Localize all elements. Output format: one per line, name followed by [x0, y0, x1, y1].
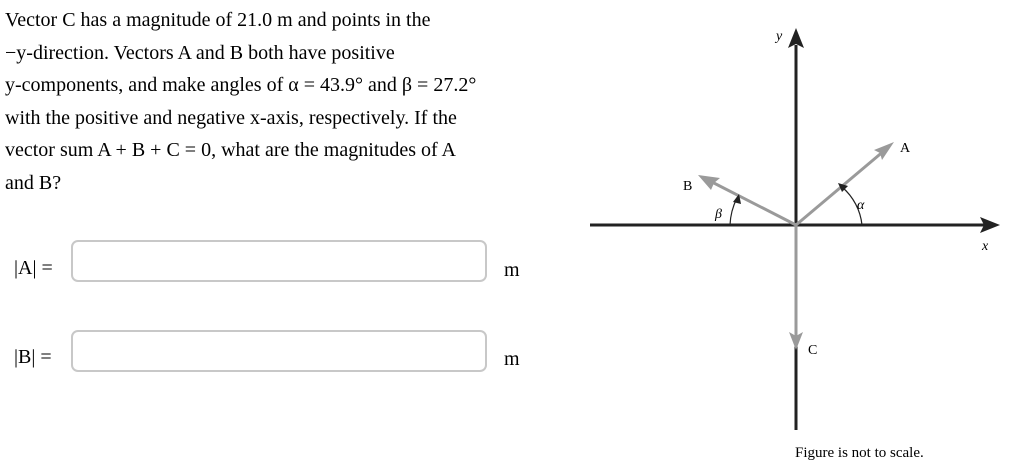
- magnitude-a-label: |A| =: [14, 257, 53, 279]
- vector-b-arrowhead: [698, 175, 720, 190]
- vector-c-label: C: [808, 343, 818, 358]
- x-axis-label: x: [982, 239, 989, 254]
- magnitude-a-unit: m: [504, 259, 520, 281]
- vector-a-label: A: [900, 141, 911, 156]
- y-axis-label: y: [776, 29, 783, 44]
- figure-caption: Figure is not to scale.: [795, 445, 924, 461]
- beta-label: β: [715, 207, 722, 222]
- vector-diagram: [580, 10, 1005, 440]
- alpha-label: α: [857, 198, 865, 213]
- problem-line: Vector C has a magnitude of 21.0 m and points in the: [5, 9, 431, 31]
- vector-b-label: B: [683, 179, 693, 194]
- problem-line: with the positive and negative x-axis, respectively. If the: [5, 106, 457, 129]
- problem-line: −y-direction. Vectors A and B both have positive: [5, 41, 395, 64]
- magnitude-b-label: |B| =: [14, 346, 52, 368]
- problem-statement: [5, 4, 565, 199]
- magnitude-a-input[interactable]: [71, 240, 487, 282]
- problem-line: vector sum A + B + C = 0, what are the magnitudes of A: [5, 139, 456, 161]
- magnitude-b-input[interactable]: [71, 330, 487, 372]
- problem-line: y-components, and make angles of α = 43.9° and β = 27.2°: [5, 74, 477, 96]
- magnitude-b-unit: m: [504, 348, 520, 370]
- problem-line: and B?: [5, 171, 62, 194]
